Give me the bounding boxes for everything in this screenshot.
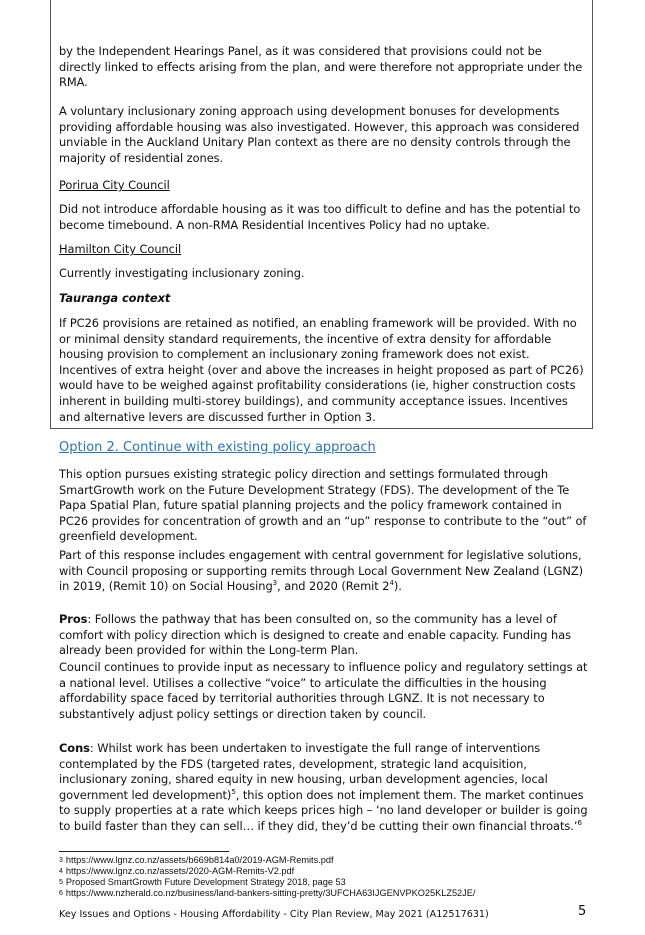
option2-paragraph-4: Council continues to provide input as necessary to influence policy and regulatory settings at a national level. Utilises a collective “voice” to articulate the difficulties in the housing affordability space faced by territorial authorities through LGNZ. It is not necessary to substantively adjust policy settings or direction taken by council. bbox=[59, 660, 588, 721]
footnote-6[interactable]: 6 https://www.nzherald.co.nz/business/land-bankers-sitting-pretty/3UFCHA63IJGENVPKO25KLZ52JE/ bbox=[59, 888, 476, 898]
box-paragraph-2: A voluntary inclusionary zoning approach using development bonuses for developments providing affordable housing was also investigated. However, this approach was considered unviable in the Auckland Unitary Plan context as there are no density controls through the majority of residential zones. bbox=[59, 104, 580, 165]
cons-label: Cons bbox=[59, 741, 90, 755]
option2-paragraph-1: This option pursues existing strategic policy direction and settings formulated through SmartGrowth work on the Future Development Strategy (FDS). The development of the Te Papa Spatial Plan, future spatial planning projects and the policy framework contained in PC26 provides for concentration of growth and an “up” response to contribute to the “out” of greenfield development. bbox=[59, 467, 587, 544]
page-number: 5 bbox=[578, 904, 587, 919]
footnote-ref-5[interactable]: 5 bbox=[231, 787, 236, 796]
footnote-3[interactable]: 3 https://www.lgnz.co.nz/assets/b669b814a0/2019-AGM-Remits.pdf bbox=[59, 855, 334, 865]
footnote-ref-6[interactable]: 6 bbox=[577, 819, 582, 828]
option2-paragraph-2: Part of this response includes engagement with central government for legislative solutions, with Council proposing or supporting remits through Local Government New Zealand (LGNZ) in 2019, (Remit 10) on Social Housing$^3$, and 2020 (Remit $2^4$). bbox=[59, 548, 584, 594]
box-paragraph-4: Currently investigating inclusionary zoning. bbox=[59, 266, 305, 280]
footnote-ref-3[interactable]: 3 bbox=[272, 579, 278, 588]
option-2-heading[interactable]: Option 2. Continue with existing policy approach bbox=[59, 440, 376, 455]
porirua-heading: Porirua City Council bbox=[59, 178, 170, 192]
box-paragraph-3: Did not introduce affordable housing as it was too difficult to define and has the potential to become timebound. A non-RMA Residential Incentives Policy had no uptake. bbox=[59, 202, 581, 232]
pros-paragraph: Pros: Follows the pathway that has been consulted on, so the community has a level of comfort with policy direction which is designed to create and enable capacity. Funding has already been provided for within the Long-term Plan. bbox=[59, 612, 572, 658]
box-paragraph-1: by the Independent Hearings Panel, as it was considered that provisions could not be directly linked to effects arising from the plan, and were therefore not appropriate under the RMA. bbox=[59, 44, 583, 90]
hamilton-heading: Hamilton City Council bbox=[59, 242, 182, 256]
footnote-divider bbox=[59, 851, 229, 852]
footnote-5: 5 Proposed SmartGrowth Future Development Strategy 2018, page 53 bbox=[59, 877, 346, 887]
pros-label: Pros bbox=[59, 612, 88, 626]
footnote-4[interactable]: 4 https://www.lgnz.co.nz/assets/2020-AGM-Remits-V2.pdf bbox=[59, 866, 295, 876]
page-footer: Key Issues and Options - Housing Affordability - City Plan Review, May 2021 (A12517631) bbox=[59, 909, 489, 920]
box-paragraph-5: If PC26 provisions are retained as notified, an enabling framework will be provided. With no or minimal density standard requirements, the incentive of extra density for affordable housing provision to complement an inclusionary zoning framework does not exist. Incentives of extra height (over and above the increases in height proposed as part of PC26) would have to be weighed against profitability considerations (ie, higher construction costs inherent in building multi-storey buildings), and community acceptance issues. Incentives and alternative levers are discussed further in Option 3. bbox=[59, 316, 584, 424]
tauranga-heading: Tauranga context bbox=[59, 291, 171, 305]
footnote-ref-4[interactable]: 4 bbox=[389, 579, 394, 588]
cons-paragraph: Cons: Whilst work has been undertaken to investigate the full range of interventions contemplated by the FDS (targeted rates, development, strategic land acquisition, inclusionary zoning, shared equity in new housing, urban development agencies, local government led development)$^5$, this option does not implement them. The market continues to supply properties at a rate which keeps prices high – ‘no land developer or builder is going to build faster than they can sell… if they did, they’d be cutting their own financial throats.’$^6$ bbox=[59, 741, 588, 833]
